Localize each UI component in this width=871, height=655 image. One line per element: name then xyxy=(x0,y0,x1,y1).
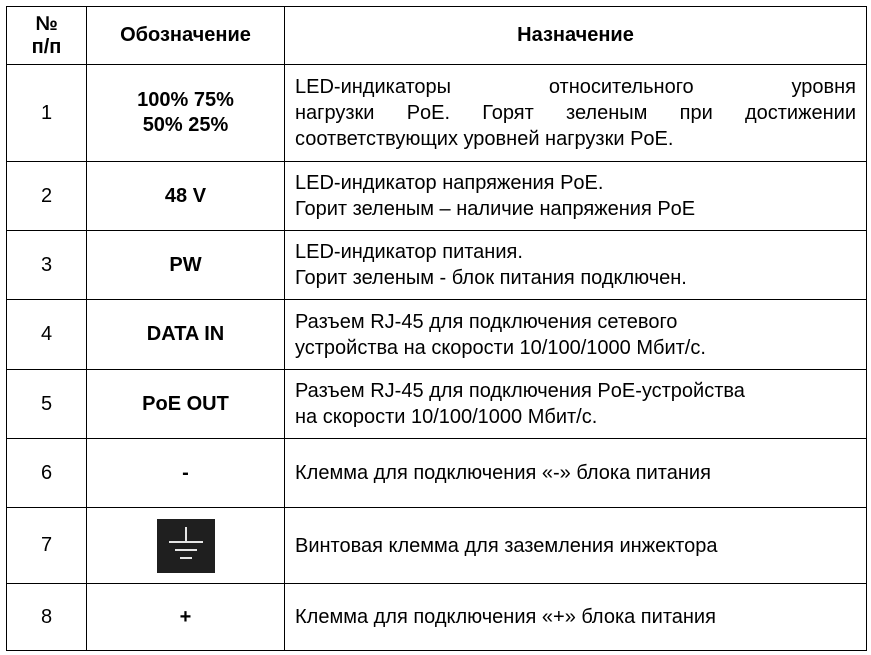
table-row xyxy=(7,508,867,584)
table-header-row xyxy=(7,7,867,65)
header-num: № п/п xyxy=(7,7,87,65)
header-designation: Обозначение xyxy=(87,7,285,65)
table-row xyxy=(7,300,867,370)
row-purpose: LED-индикатор напряжения PoE. Горит зеленым – наличие напряжения PoE xyxy=(285,162,867,231)
table-row xyxy=(7,231,867,300)
row-number: 5 xyxy=(7,370,87,439)
header-purpose: Назначение xyxy=(285,7,867,65)
row-designation: DATA IN xyxy=(87,300,285,370)
table-row xyxy=(7,370,867,439)
row-number: 1 xyxy=(7,65,87,162)
row-designation: 100% 75% 50% 25% xyxy=(87,65,285,162)
row-purpose: Клемма для подключения «-» блока питания xyxy=(285,439,867,508)
row-number: 8 xyxy=(7,584,87,651)
row-purpose: LED-индикатор питания. Горит зеленым - блок питания подключен. xyxy=(285,231,867,300)
row-designation: - xyxy=(87,439,285,508)
row-number: 6 xyxy=(7,439,87,508)
row-designation: PoE OUT xyxy=(87,370,285,439)
row-number: 3 xyxy=(7,231,87,300)
row-purpose: Клемма для подключения «+» блока питания xyxy=(285,584,867,651)
row-purpose: LED-индикаторы относительного уровня нагрузки PoE. Горят зеленым при достижении соответствующих уровней нагрузки PoE. xyxy=(285,65,867,162)
ground-icon xyxy=(157,519,215,573)
table-row xyxy=(7,65,867,162)
row-designation: + xyxy=(87,584,285,651)
row-purpose: Разъем RJ-45 для подключения PoE-устройства на скорости 10/100/1000 Мбит/с. xyxy=(285,370,867,439)
table-row xyxy=(7,439,867,508)
specification-table xyxy=(6,6,867,651)
row-designation xyxy=(87,508,285,584)
table-row xyxy=(7,162,867,231)
row-purpose: Винтовая клемма для заземления инжектора xyxy=(285,508,867,584)
row-designation: 48 V xyxy=(87,162,285,231)
row-number: 2 xyxy=(7,162,87,231)
row-number: 4 xyxy=(7,300,87,370)
row-designation: PW xyxy=(87,231,285,300)
table-row xyxy=(7,584,867,651)
row-purpose: Разъем RJ-45 для подключения сетевого устройства на скорости 10/100/1000 Мбит/с. xyxy=(285,300,867,370)
row-number: 7 xyxy=(7,508,87,584)
